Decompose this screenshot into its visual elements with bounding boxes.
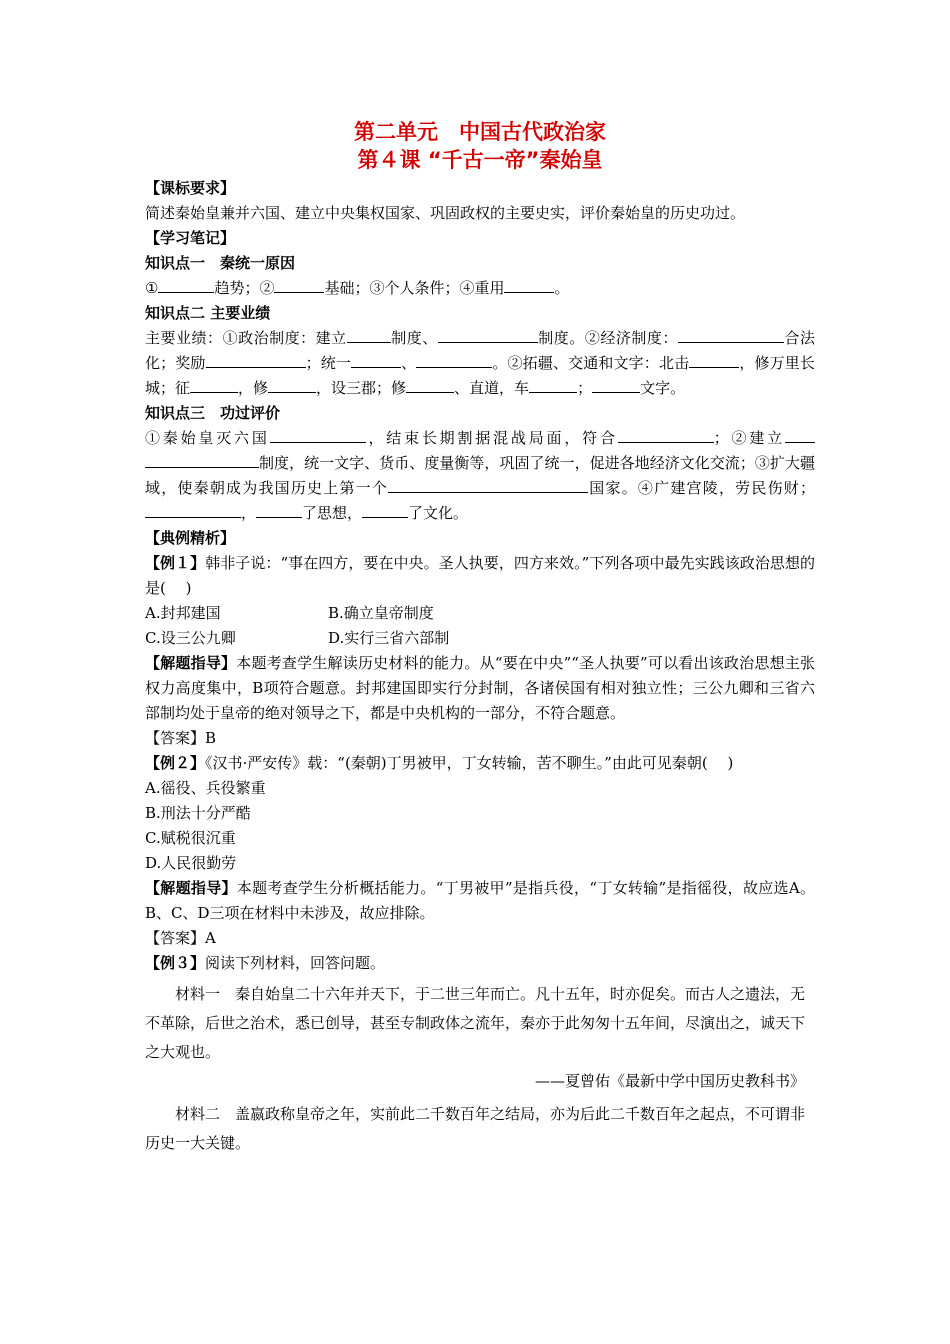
blank[interactable]	[190, 378, 238, 393]
blank[interactable]	[206, 353, 306, 368]
section-heading: 【课标要求】	[145, 179, 236, 197]
blank[interactable]	[416, 353, 492, 368]
example-2-question: 【例２】《汉书·严安传》载：“(秦朝)丁男被甲，丁女转输，苦不聊生。”由此可见秦朝( )	[145, 754, 734, 772]
option: D.实行三省六部制	[328, 629, 450, 647]
knowledge-point-heading: 知识点一 秦统一原因	[145, 254, 296, 272]
blank[interactable]	[268, 378, 316, 393]
blank[interactable]	[785, 428, 815, 443]
blank[interactable]	[618, 428, 714, 443]
blank[interactable]	[689, 353, 731, 368]
knowledge-point-3-text: ①秦始皇灭六国 ，结束长期割据混战局面，符合 ；②建立制度，统一文字、货币、度量衡等，巩固了统一，促进各地经济文化交流；③扩大疆域，使秦朝成为我国历史上第一个 国家。④广建宫陵，劳民伤财；， 了思想， 了文化。	[145, 429, 815, 522]
knowledge-point-heading: 知识点二 主要业绩	[145, 304, 271, 322]
example-3-question: 【例３】阅读下列材料，回答问题。	[145, 954, 386, 972]
blank[interactable]	[145, 503, 241, 518]
blank[interactable]	[504, 278, 554, 293]
option: B.刑法十分严酷	[145, 804, 251, 822]
material-2: 材料二 盖嬴政称皇帝之年，实前此二千数百年之结局，亦为后此二千数百年之起点，不可谓非历史一大关键。	[145, 1105, 806, 1152]
blank[interactable]	[145, 453, 259, 468]
example-2-answer: 【答案】A	[145, 929, 216, 947]
blank[interactable]	[362, 503, 408, 518]
blank[interactable]	[256, 503, 302, 518]
blank[interactable]	[347, 328, 391, 343]
lesson-title: 第４课 “千古一帝”秦始皇	[357, 148, 603, 172]
blank[interactable]	[774, 328, 784, 343]
unit-title: 第二单元 中国古代政治家	[354, 120, 606, 144]
blank[interactable]	[274, 278, 324, 293]
option: A.封邦建国	[145, 604, 221, 622]
section-heading: 【典例精析】	[145, 529, 236, 547]
example-1-answer: 【答案】B	[145, 729, 217, 747]
blank[interactable]	[406, 378, 454, 393]
blank[interactable]	[678, 328, 774, 343]
example-2-guide: 【解题指导】本题考查学生分析概括能力。“丁男被甲”是指兵役，“丁女转输”是指徭役，故应选A。B、C、D三项在材料中未涉及，故应排除。	[145, 879, 815, 922]
material-1-source: ——夏曾佑《最新中学中国历史教科书》	[534, 1072, 805, 1090]
option: C.设三公九卿	[145, 629, 236, 647]
example-1-question: 【例１】韩非子说：“事在四方，要在中央。圣人执要，四方来效。”下列各项中最先实践该政治思想的是( )	[145, 554, 815, 597]
blank[interactable]	[270, 428, 366, 443]
material-1: 材料一 秦自始皇二十六年并天下，于二世三年而亡。凡十五年，时亦促矣。而古人之遗法，无不革除，后世之治术，悉已创导，甚至专制政体之流年，秦亦于此匆匆十五年间，尽演出之，诚天下之大观也。	[145, 985, 806, 1061]
blank[interactable]	[592, 378, 640, 393]
curriculum-text: 简述秦始皇兼并六国、建立中央集权国家、巩固政权的主要史实，评价秦始皇的历史功过。	[145, 204, 746, 222]
document-page	[145, 118, 815, 1158]
option: A.徭役、兵役繁重	[145, 779, 266, 797]
knowledge-point-heading: 知识点三 功过评价	[145, 404, 281, 422]
blank[interactable]	[158, 278, 214, 293]
example-1-options-row	[145, 626, 815, 651]
blank[interactable]	[351, 353, 401, 368]
blank[interactable]	[388, 478, 588, 493]
example-1-options-row	[145, 601, 815, 626]
example-1-guide: 【解题指导】本题考查学生解读历史材料的能力。从“要在中央”“圣人执要”可以看出该政治思想主张权力高度集中，B项符合题意。封邦建国即实行分封制，各诸侯国有相对独立性；三公九卿和三省六部制均处于皇帝的绝对领导之下，都是中央机构的一部分，不符合题意。	[145, 654, 815, 722]
blank[interactable]	[438, 328, 538, 343]
option: D.人民很勤劳	[145, 854, 237, 872]
section-heading: 【学习笔记】	[145, 229, 236, 247]
option: C.赋税很沉重	[145, 829, 236, 847]
option: B.确立皇帝制度	[328, 604, 434, 622]
blank[interactable]	[529, 378, 577, 393]
knowledge-point-1-text: ① 趋势；② 基础；③个人条件；④重用 。	[145, 279, 570, 297]
knowledge-point-2-text: 主要业绩：①政治制度：建立 制度、 制度。②经济制度： 合法化；奖励 ；统一 、 。②拓疆、交通和文字：北击 ，修万里长城；征 ，修 ，设三郡；修 、直道，车 ； 文字。	[145, 329, 815, 397]
